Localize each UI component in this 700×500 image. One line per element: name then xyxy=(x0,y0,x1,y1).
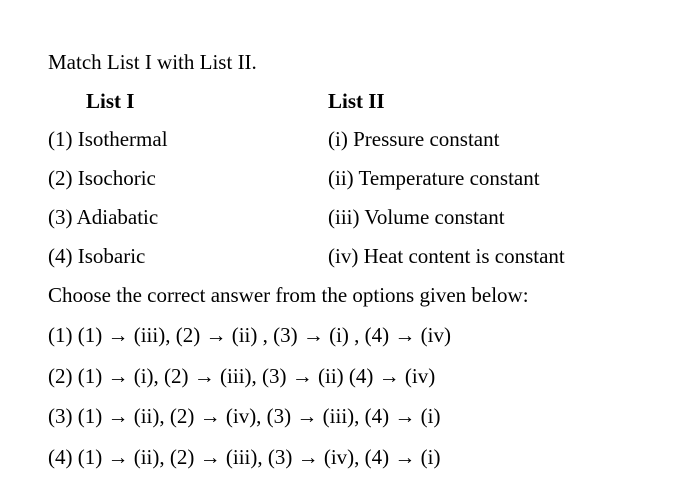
list1-item: (1) Isothermal xyxy=(48,127,168,151)
answer-option: (2) (1) → (i), (2) → (iii), (3) → (ii) (4) → (iv) xyxy=(48,364,436,388)
answer-option: (1) (1) → (iii), (2) → (ii) , (3) → (i) , (4) → (iv) xyxy=(48,323,451,347)
list2-header: List II xyxy=(328,89,385,113)
question-prompt: Match List I with List II. xyxy=(48,50,257,74)
list1-header: List I xyxy=(86,89,135,113)
list1-item: (4) Isobaric xyxy=(48,244,146,268)
list1-item: (3) Adiabatic xyxy=(48,205,159,229)
answer-option: (4) (1) → (ii), (2) → (iii), (3) → (iv), (4) → (i) xyxy=(48,445,441,469)
list2-item: (iii) Volume constant xyxy=(328,205,505,229)
instruction-text: Choose the correct answer from the options given below: xyxy=(48,283,529,307)
list2-item: (iv) Heat content is constant xyxy=(328,244,565,268)
list2-item: (i) Pressure constant xyxy=(328,127,500,151)
list2-item: (ii) Temperature constant xyxy=(328,166,540,190)
list1-item: (2) Isochoric xyxy=(48,166,156,190)
answer-option: (3) (1) → (ii), (2) → (iv), (3) → (iii), (4) → (i) xyxy=(48,404,441,428)
